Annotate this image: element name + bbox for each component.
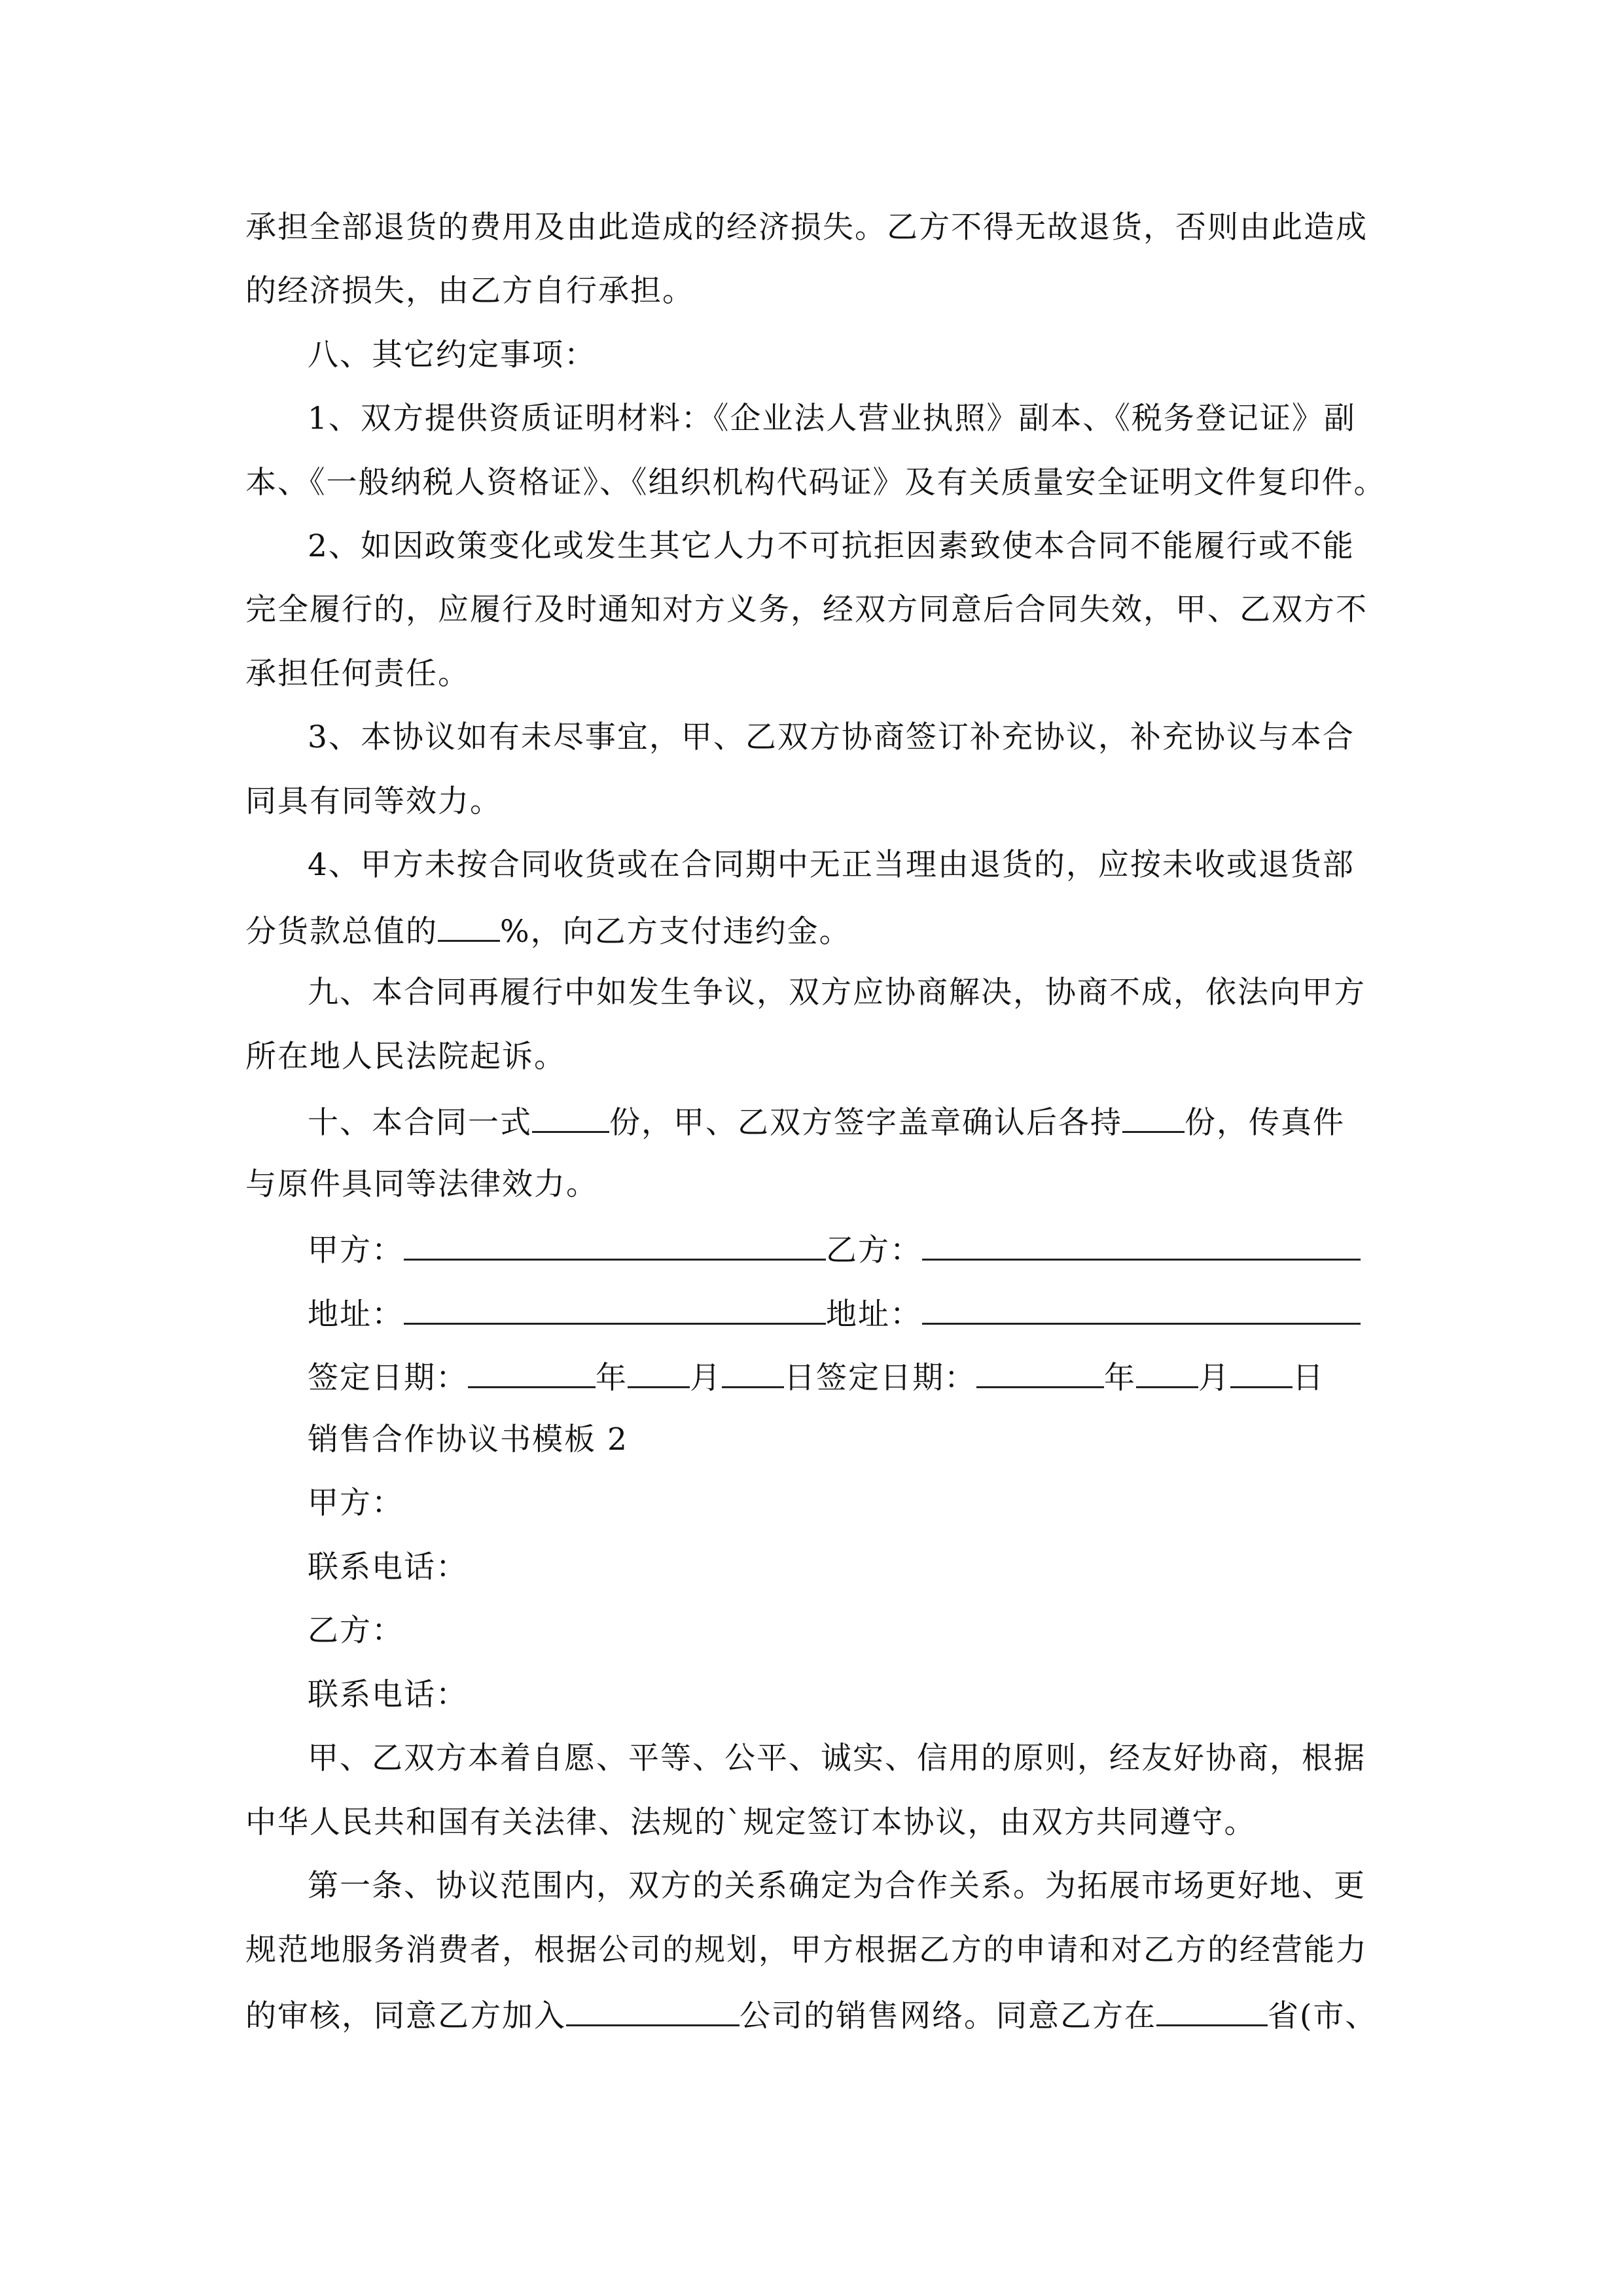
text-segment: 份，传真件	[1185, 1105, 1345, 1141]
phone-a-label: 联系电话：	[308, 1549, 468, 1585]
text-segment: 十、本合同一式	[308, 1105, 532, 1141]
text-line: 同具有同等效力。	[245, 783, 502, 819]
text-segment: %，向乙方支付违约金。	[500, 914, 851, 950]
date-a-label: 签定日期：	[308, 1360, 468, 1396]
address-a-label: 地址：	[308, 1297, 404, 1333]
text-line: 与原件具同等法律效力。	[245, 1166, 598, 1202]
text-line: 甲、乙双方本着自愿、平等、公平、诚实、信用的原则，经友好协商，根据	[308, 1740, 1366, 1776]
text-segment: 分货款总值的	[245, 914, 438, 950]
text-segment: 公司的销售网络。同意乙方在	[740, 1998, 1156, 2034]
text-line: 承担任何责任。	[245, 656, 470, 692]
month-blank	[628, 1356, 690, 1388]
day-label: 日	[784, 1360, 816, 1396]
year-label: 年	[596, 1360, 628, 1396]
text-line: 4、甲方未按合同收货或在合同期中无正当理由退货的，应按未收或退货部	[308, 847, 1355, 883]
text-line: 第一条、协议范围内，双方的关系确定为合作关系。为拓展市场更好地、更	[308, 1868, 1366, 1904]
blank-underline	[438, 910, 500, 942]
year-blank	[976, 1356, 1104, 1388]
text-line: 本、《一般纳税人资格证》、《组织机构代码证》及有关质量安全证明文件复印件。	[245, 465, 1386, 501]
address-a-blank	[404, 1293, 826, 1325]
blank-underline	[532, 1101, 609, 1133]
signature-address-row	[308, 1293, 1361, 1335]
text-line: 规范地服务消费者，根据公司的规划，甲方根据乙方的申请和对乙方的经营能力	[245, 1932, 1368, 1968]
signature-party-row	[308, 1229, 1361, 1270]
address-b-blank	[922, 1293, 1361, 1325]
party-b-label: 乙方：	[826, 1232, 922, 1268]
year-blank	[468, 1356, 596, 1388]
text-segment: 的审核，同意乙方加入	[245, 1998, 566, 2034]
day-blank	[1230, 1356, 1293, 1388]
date-b-label: 签定日期：	[816, 1360, 976, 1396]
text-line	[245, 1994, 1377, 2036]
text-line: 承担全部退货的费用及由此造成的经济损失。乙方不得无故退货，否则由此造成	[245, 209, 1368, 245]
party-a-blank	[404, 1229, 826, 1261]
blank-underline	[1156, 1994, 1268, 2026]
text-line	[308, 1101, 1345, 1143]
template-title: 销售合作协议书模板 2	[308, 1422, 628, 1458]
month-label: 月	[690, 1360, 722, 1396]
text-line: 3、本协议如有未尽事宜，甲、乙双方协商签订补充协议，补充协议与本合	[308, 719, 1355, 755]
text-line: 2、如因政策变化或发生其它人力不可抗拒因素致使本合同不能履行或不能	[308, 528, 1355, 564]
party-b-label: 乙方：	[308, 1613, 404, 1649]
party-a-label: 甲方：	[308, 1485, 404, 1521]
text-line: 九、本合同再履行中如发生争议，双方应协商解决，协商不成，依法向甲方	[308, 975, 1366, 1011]
party-a-label: 甲方：	[308, 1232, 404, 1268]
phone-b-label: 联系电话：	[308, 1677, 468, 1713]
address-b-label: 地址：	[826, 1297, 922, 1333]
section-heading: 八、其它约定事项：	[308, 337, 596, 373]
blank-underline	[1122, 1101, 1185, 1133]
text-line	[245, 910, 851, 952]
text-segment: 份，甲、乙双方签字盖章确认后各持	[609, 1105, 1122, 1141]
year-label: 年	[1104, 1360, 1136, 1396]
month-label: 月	[1198, 1360, 1230, 1396]
text-line: 完全履行的，应履行及时通知对方义务，经双方同意后合同失效，甲、乙双方不	[245, 592, 1368, 628]
signature-date-row	[308, 1356, 1325, 1398]
blank-underline	[566, 1994, 740, 2026]
text-line: 1、双方提供资质证明材料：《企业法人营业执照》副本、《税务登记证》副	[308, 401, 1356, 437]
text-segment: 省(市、	[1268, 1998, 1378, 2034]
text-line: 中华人民共和国有关法律、法规的`规定签订本协议，由双方共同遵守。	[245, 1804, 1257, 1840]
day-blank	[722, 1356, 784, 1388]
party-b-blank	[922, 1229, 1361, 1261]
text-line: 的经济损失，由乙方自行承担。	[245, 273, 694, 309]
month-blank	[1136, 1356, 1198, 1388]
day-label: 日	[1293, 1360, 1325, 1396]
text-line: 所在地人民法院起诉。	[245, 1039, 566, 1075]
